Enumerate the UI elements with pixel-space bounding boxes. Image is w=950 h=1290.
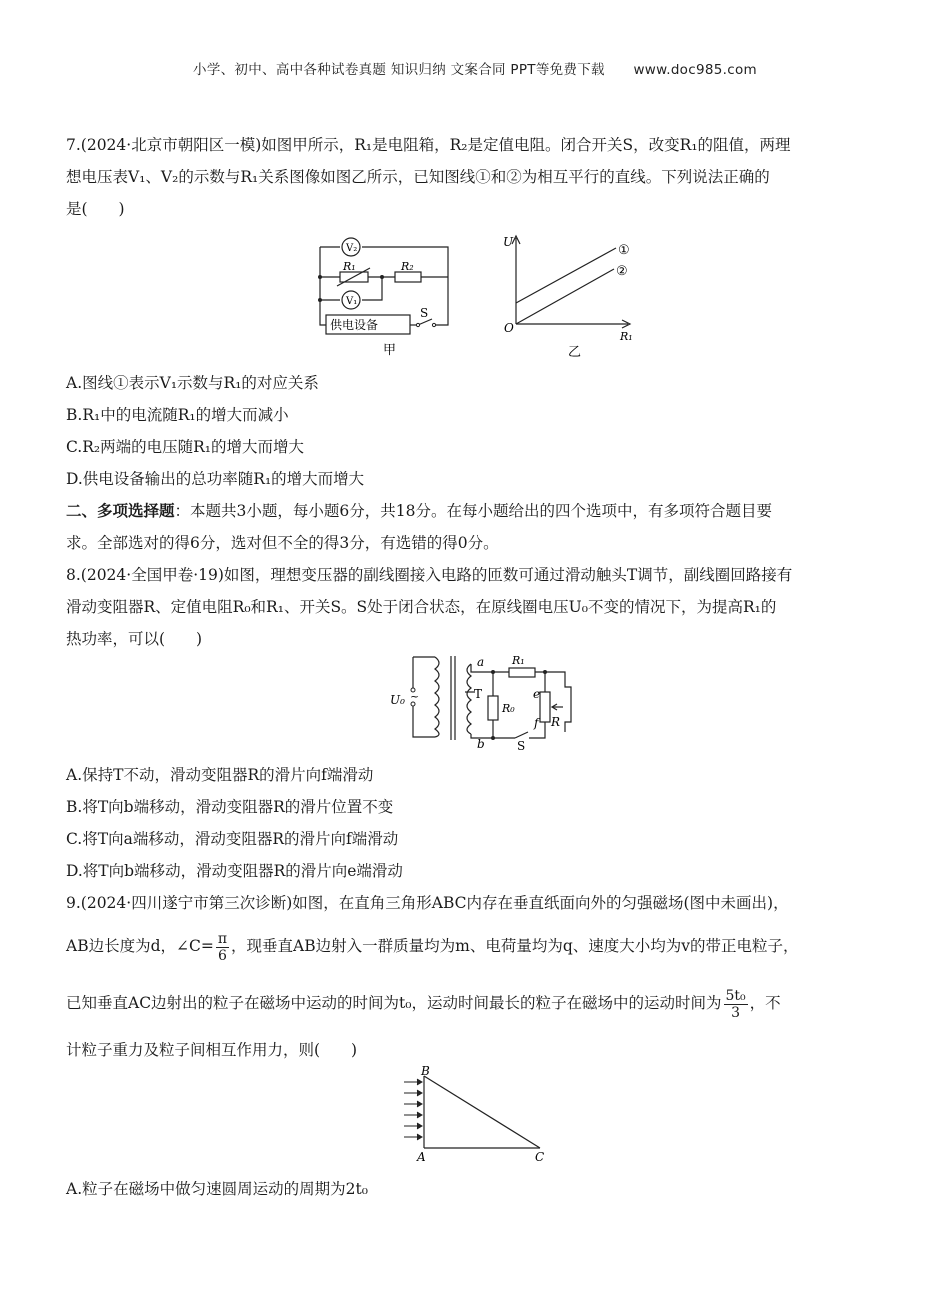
header-url[interactable]: www.doc985.com xyxy=(633,62,757,78)
time-fraction xyxy=(724,988,748,1021)
u0-label: U₀ xyxy=(390,693,405,707)
q7-option-c[interactable]: C.R₂两端的电压随R₁的增大而增大 xyxy=(66,438,305,456)
q7-stem-line2: 想电压表V₁、V₂的示数与R₁关系图像如图乙所示，已知图线①和②为相互平行的直线。下列说法正确的 xyxy=(66,168,770,186)
v1-label: V₁ xyxy=(346,296,358,307)
q7-graph-figure xyxy=(500,232,640,362)
q7-stem-line3: 是( ) xyxy=(66,200,125,218)
section2-text1: ：本题共3小题，每小题6分，共18分。在每小题给出的四个选项中，有多项符合题目要 xyxy=(174,502,772,520)
r0-label: R₀ xyxy=(502,702,515,715)
q8-stem-line2: 滑动变阻器R、定值电阻R₀和R₁、开关S。S处于闭合状态，在原线圈电压U₀不变的情况下，为提高R₁的 xyxy=(66,598,777,616)
angle-fraction xyxy=(216,931,229,964)
header-text: 小学、初中、高中各种试卷真题 知识归纳 文案合同 PPT等免费下载 xyxy=(193,62,605,78)
supply-label: 供电设备 xyxy=(330,318,379,332)
fig-jia-caption: 甲 xyxy=(383,343,397,358)
slider-t-label: T xyxy=(474,687,483,701)
graph-origin-label: O xyxy=(504,321,514,335)
end-f-label: f xyxy=(534,716,539,730)
q9-stem-line1: 9.(2024·四川遂宁市第三次诊断)如图，在直角三角形ABC内存在垂直纸面向外的匀强磁场(图中未画出)， xyxy=(66,894,789,912)
q7-option-a[interactable]: A.图线①表示V₁示数与R₁的对应关系 xyxy=(66,374,319,392)
q9-option-a[interactable]: A.粒子在磁场中做匀速圆周运动的周期为2t₀ xyxy=(66,1180,368,1198)
q7-option-b[interactable]: B.R₁中的电流随R₁的增大而减小 xyxy=(66,406,289,424)
q7-stem-line1: 7.(2024·北京市朝阳区一模)如图甲所示，R₁是电阻箱，R₂是定值电阻。闭合开关S，改变R₁的阻值，两理 xyxy=(66,136,791,154)
angle-numerator: π xyxy=(217,930,228,947)
section2-line2: 求。全部选对的得6分，选对但不全的得3分，有选错的得0分。 xyxy=(66,534,499,552)
line1-label: ① xyxy=(618,243,630,258)
q9-triangle-figure xyxy=(400,1064,560,1166)
q8-option-c[interactable]: C.将T向a端移动，滑动变阻器R的滑片向f端滑动 xyxy=(66,830,399,848)
q8-option-b[interactable]: B.将T向b端移动，滑动变阻器R的滑片位置不变 xyxy=(66,798,394,816)
q8-option-a[interactable]: A.保持T不动，滑动变阻器R的滑片向f端滑动 xyxy=(66,766,374,784)
switch-label: S xyxy=(420,306,429,320)
v2-label: V₂ xyxy=(346,243,358,254)
angle-denominator: 6 xyxy=(217,947,227,964)
q9-stem-line4: 计粒子重力及粒子间相互作用力，则( ) xyxy=(66,1041,358,1059)
page-header xyxy=(0,58,950,78)
graph-r1-label: R₁ xyxy=(620,330,633,343)
vertex-b-label: B xyxy=(421,1064,430,1078)
terminal-a-label: a xyxy=(477,655,485,669)
q7-option-d[interactable]: D.供电设备输出的总功率随R₁的增大而增大 xyxy=(66,470,365,488)
r2-label: R₂ xyxy=(401,260,414,273)
q8-stem-line1: 8.(2024·全国甲卷·19)如图，理想变压器的副线圈接入电路的匝数可通过滑动触头T调节，副线圈回路接有 xyxy=(66,566,793,584)
q9-stem-2b: ，现垂直AB边射入一群质量均为m、电荷量均为q、速度大小均为v的带正电粒子， xyxy=(231,937,799,955)
section2-line1 xyxy=(66,499,772,521)
q9-stem-line2 xyxy=(66,928,799,964)
time-denominator: 3 xyxy=(731,1004,741,1021)
rheostat-r-label: R xyxy=(551,715,561,729)
q7-circuit-figure xyxy=(310,230,460,360)
q8-transformer-figure xyxy=(385,652,585,752)
switch-s-label: S xyxy=(517,739,526,753)
graph-u-label: U xyxy=(503,235,514,249)
section2-title: 二、多项选择题 xyxy=(66,502,175,520)
fig-yi-caption: 乙 xyxy=(568,345,582,360)
end-e-label: e xyxy=(533,687,541,701)
r1-label: R₁ xyxy=(343,260,356,273)
ac-symbol-icon: ~ xyxy=(410,690,420,703)
q8-option-d[interactable]: D.将T向b端移动，滑动变阻器R的滑片向e端滑动 xyxy=(66,862,403,880)
vertex-c-label: C xyxy=(535,1150,545,1164)
q9-stem-3b: ，不 xyxy=(749,994,781,1012)
q9-stem-line3 xyxy=(66,985,781,1021)
vertex-a-label: A xyxy=(417,1150,426,1164)
line2-label: ② xyxy=(616,264,628,279)
particle-arrows xyxy=(404,1079,422,1140)
q9-stem-3a: 已知垂直AC边射出的粒子在磁场中运动的时间为t₀，运动时间最长的粒子在磁场中的运动时间为 xyxy=(66,994,722,1012)
q9-stem-2a: AB边长度为d，∠C= xyxy=(66,937,214,955)
q8-stem-line3: 热功率，可以( ) xyxy=(66,630,203,648)
terminal-b-label: b xyxy=(477,737,485,751)
time-numerator: 5t₀ xyxy=(725,987,746,1004)
r1-label-q8: R₁ xyxy=(512,654,525,667)
